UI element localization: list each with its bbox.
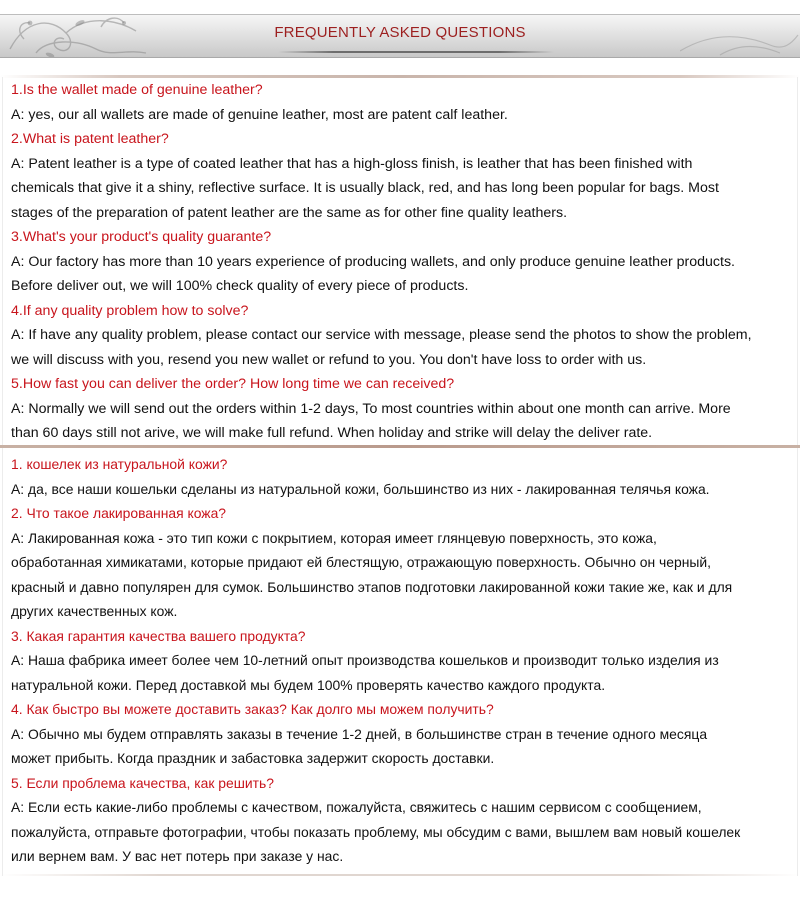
faq-answer-line: A: Если есть какие-либо проблемы с качеством, пожалуйста, свяжитесь с нашим сервисом с сообщением, [11, 799, 702, 815]
faq-answer-line: Before deliver out, we will 100% check quality of every piece of products. [11, 278, 469, 294]
faq-question: 2.What is patent leather? [11, 131, 169, 147]
faq-answer-line: than 60 days still not arive, we will make full refund. When holiday and strike will delay the deliver rate. [11, 425, 653, 441]
faq-answer-line: A: yes, our all wallets are made of genuine leather, most are patent calf leather. [11, 106, 508, 123]
faq-answer-line: A: Patent leather is a type of coated leather that has a high-gloss finish, is leather that has been finished with [11, 155, 693, 172]
faq-question: 3.What's your product's quality guarante? [11, 229, 272, 245]
faq-answer-line: A: Our factory has more than 10 years experience of producing wallets, and only produce genuine leather products. [11, 253, 735, 270]
faq-question: 2. Что такое лакированная кожа? [11, 505, 227, 521]
faq-answer-line: A: Лакированная кожа - это тип кожи с покрытием, которая имеет глянцевую поверхность, это кожа, [11, 529, 657, 546]
faq-answer-line: chemicals that give it a shiny, reflective surface. It is usually black, red, and has long been popular for bags. Most [11, 180, 719, 196]
faq-answer-line: красный и давно популярен для сумок. Большинство этапов подготовки лакированной кожи такие же, как и для [11, 578, 733, 595]
faq-answer-line: может прибыть. Когда праздник и забастовка задержит скорость доставки. [11, 750, 495, 766]
faq-answer-line: A: да, все наши кошельки сделаны из натуральной кожи, большинство из них - лакированная телячья кожа. [11, 480, 710, 497]
faq-answer-line: A: Наша фабрика имеет более чем 10-летний опыт производства кошельков и производит только изделия из [11, 652, 719, 668]
faq-answer-line: натуральной кожи. Перед доставкой мы будем 100% проверять качество каждого продукта. [11, 676, 606, 693]
faq-question: 4.If any quality problem how to solve? [11, 302, 249, 319]
faq-answer-line: A: Обычно мы будем отправлять заказы в течение 1-2 дней, в большинстве стран в течение одного месяца [11, 725, 708, 742]
faq-question: 3. Какая гарантия качества вашего продукта? [11, 627, 306, 644]
faq-header-banner [0, 14, 800, 58]
faq-question: 1.Is the wallet made of genuine leather? [11, 82, 263, 98]
faq-answer-line: stages of the preparation of patent leather are the same as for other fine quality leathers. [11, 204, 568, 221]
faq-answer-line: A: Normally we will send out the orders within 1-2 days, To most countries within about one month can arrive. More [11, 400, 731, 417]
page-title: FREQUENTLY ASKED QUESTIONS [274, 24, 526, 41]
faq-question: 5.How fast you can deliver the order? How long time we can received? [11, 376, 455, 392]
title-underline [278, 51, 554, 53]
faq-answer-line: пожалуйста, отправьте фотографии, чтобы показать проблему, мы обсудим с вами, вышлем вам новый кошелек [11, 823, 741, 840]
faq-answer-line: или вернем вам. У вас нет потерь при заказе у нас. [11, 848, 344, 864]
faq-answer-line: we will discuss with you, resend you new wallet or refund to you. You don't have loss to order with us. [11, 351, 647, 368]
faq-answer-line: A: If have any quality problem, please contact our service with message, please send the photos to show the problem, [11, 327, 752, 343]
faq-question: 1. кошелек из натуральной кожи? [11, 456, 228, 472]
faq-question: 5. Если проблема качества, как решить? [11, 774, 274, 791]
faq-question: 4. Как быстро вы можете доставить заказ? Как долго мы можем получить? [11, 701, 494, 717]
faq-answer-line: других качественных кож. [11, 603, 178, 619]
faq-answer-line: обработанная химикатами, которые придают ей блестящую, отражающую поверхность. Обычно он черный, [11, 554, 712, 570]
